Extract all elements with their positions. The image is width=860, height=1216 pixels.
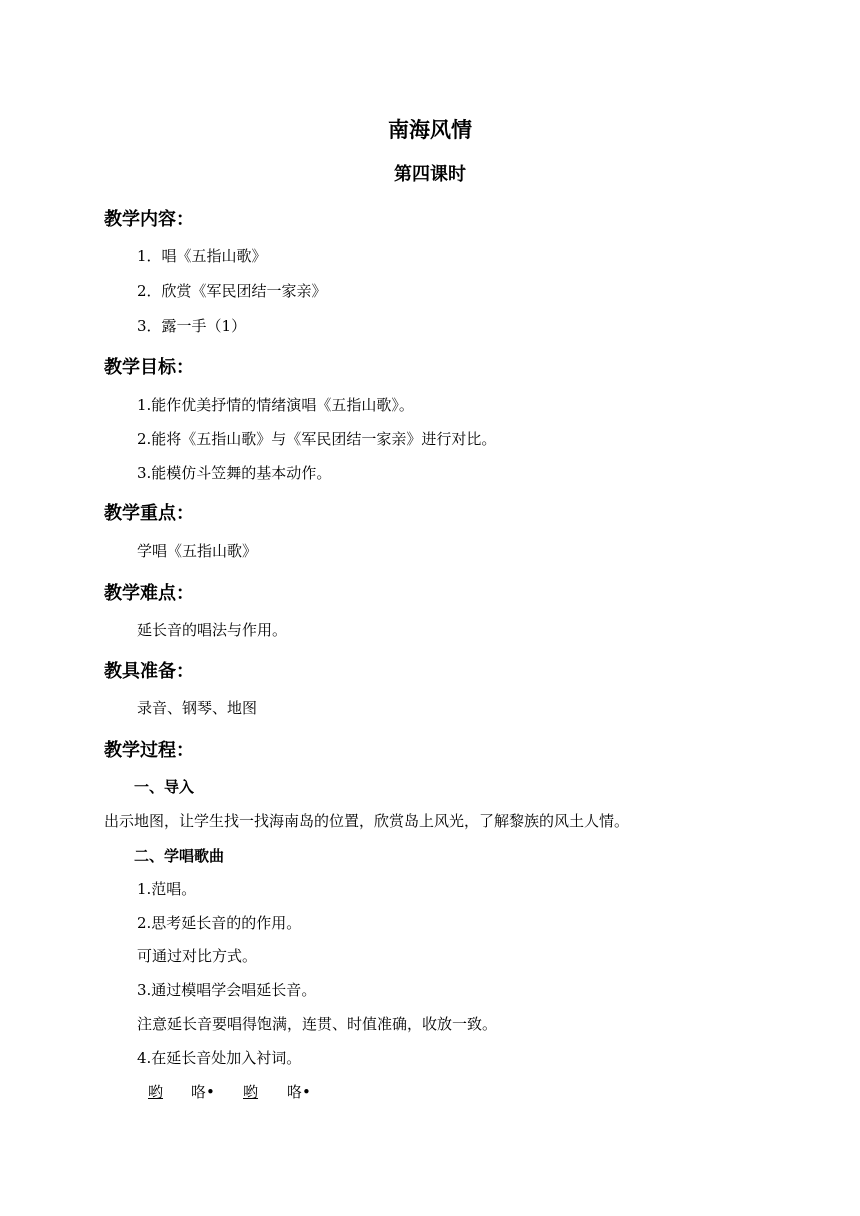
content-item: 1．唱《五指山歌》 xyxy=(137,247,267,265)
process-step: 1.范唱。 xyxy=(137,880,197,898)
difficulty-text: 延长音的唱法与作用。 xyxy=(137,621,288,639)
section-heading-goals: 教学目标： xyxy=(104,357,194,378)
process-step: 2.思考延长音的的作用。 xyxy=(137,914,302,932)
process-part1-heading: 一、导入 xyxy=(134,778,195,796)
lyric-syllable: 哟 xyxy=(148,1083,164,1101)
process-part1-text: 出示地图，让学生找一找海南岛的位置，欣赏岛上风光，了解黎族的风土人情。 xyxy=(104,812,630,830)
process-step: 注意延长音要唱得饱满，连贯、时值准确，收放一致。 xyxy=(137,1015,498,1033)
page-subtitle: 第四课时 xyxy=(394,164,466,185)
process-step: 4.在延长音处加入衬词。 xyxy=(137,1049,302,1067)
content-item: 3．露一手（1） xyxy=(137,317,247,335)
content-item: 2．欣赏《军民团结一家亲》 xyxy=(137,282,327,300)
page-title: 南海风情 xyxy=(388,118,472,142)
goal-item: 3.能模仿斗笠舞的基本动作。 xyxy=(137,464,332,482)
process-part2-heading: 二、学唱歌曲 xyxy=(134,847,225,865)
section-heading-difficulty: 教学难点： xyxy=(104,583,194,604)
lyric-syllable: 哟 xyxy=(243,1083,259,1101)
lyric-syllable: 咯• xyxy=(191,1083,215,1101)
process-step: 可通过对比方式。 xyxy=(137,947,258,965)
materials-text: 录音、钢琴、地图 xyxy=(137,699,258,717)
goal-item: 2.能将《五指山歌》与《军民团结一家亲》进行对比。 xyxy=(137,430,497,448)
lyric-syllable: 咯• xyxy=(287,1083,311,1101)
section-heading-process: 教学过程： xyxy=(104,740,194,761)
section-heading-key-point: 教学重点： xyxy=(104,503,194,524)
key-point-text: 学唱《五指山歌》 xyxy=(137,542,258,560)
section-heading-materials: 教具准备： xyxy=(104,661,194,682)
goal-item: 1.能作优美抒情的情绪演唱《五指山歌》。 xyxy=(137,396,414,414)
section-heading-content: 教学内容： xyxy=(104,209,194,230)
process-step: 3.通过模唱学会唱延长音。 xyxy=(137,981,317,999)
